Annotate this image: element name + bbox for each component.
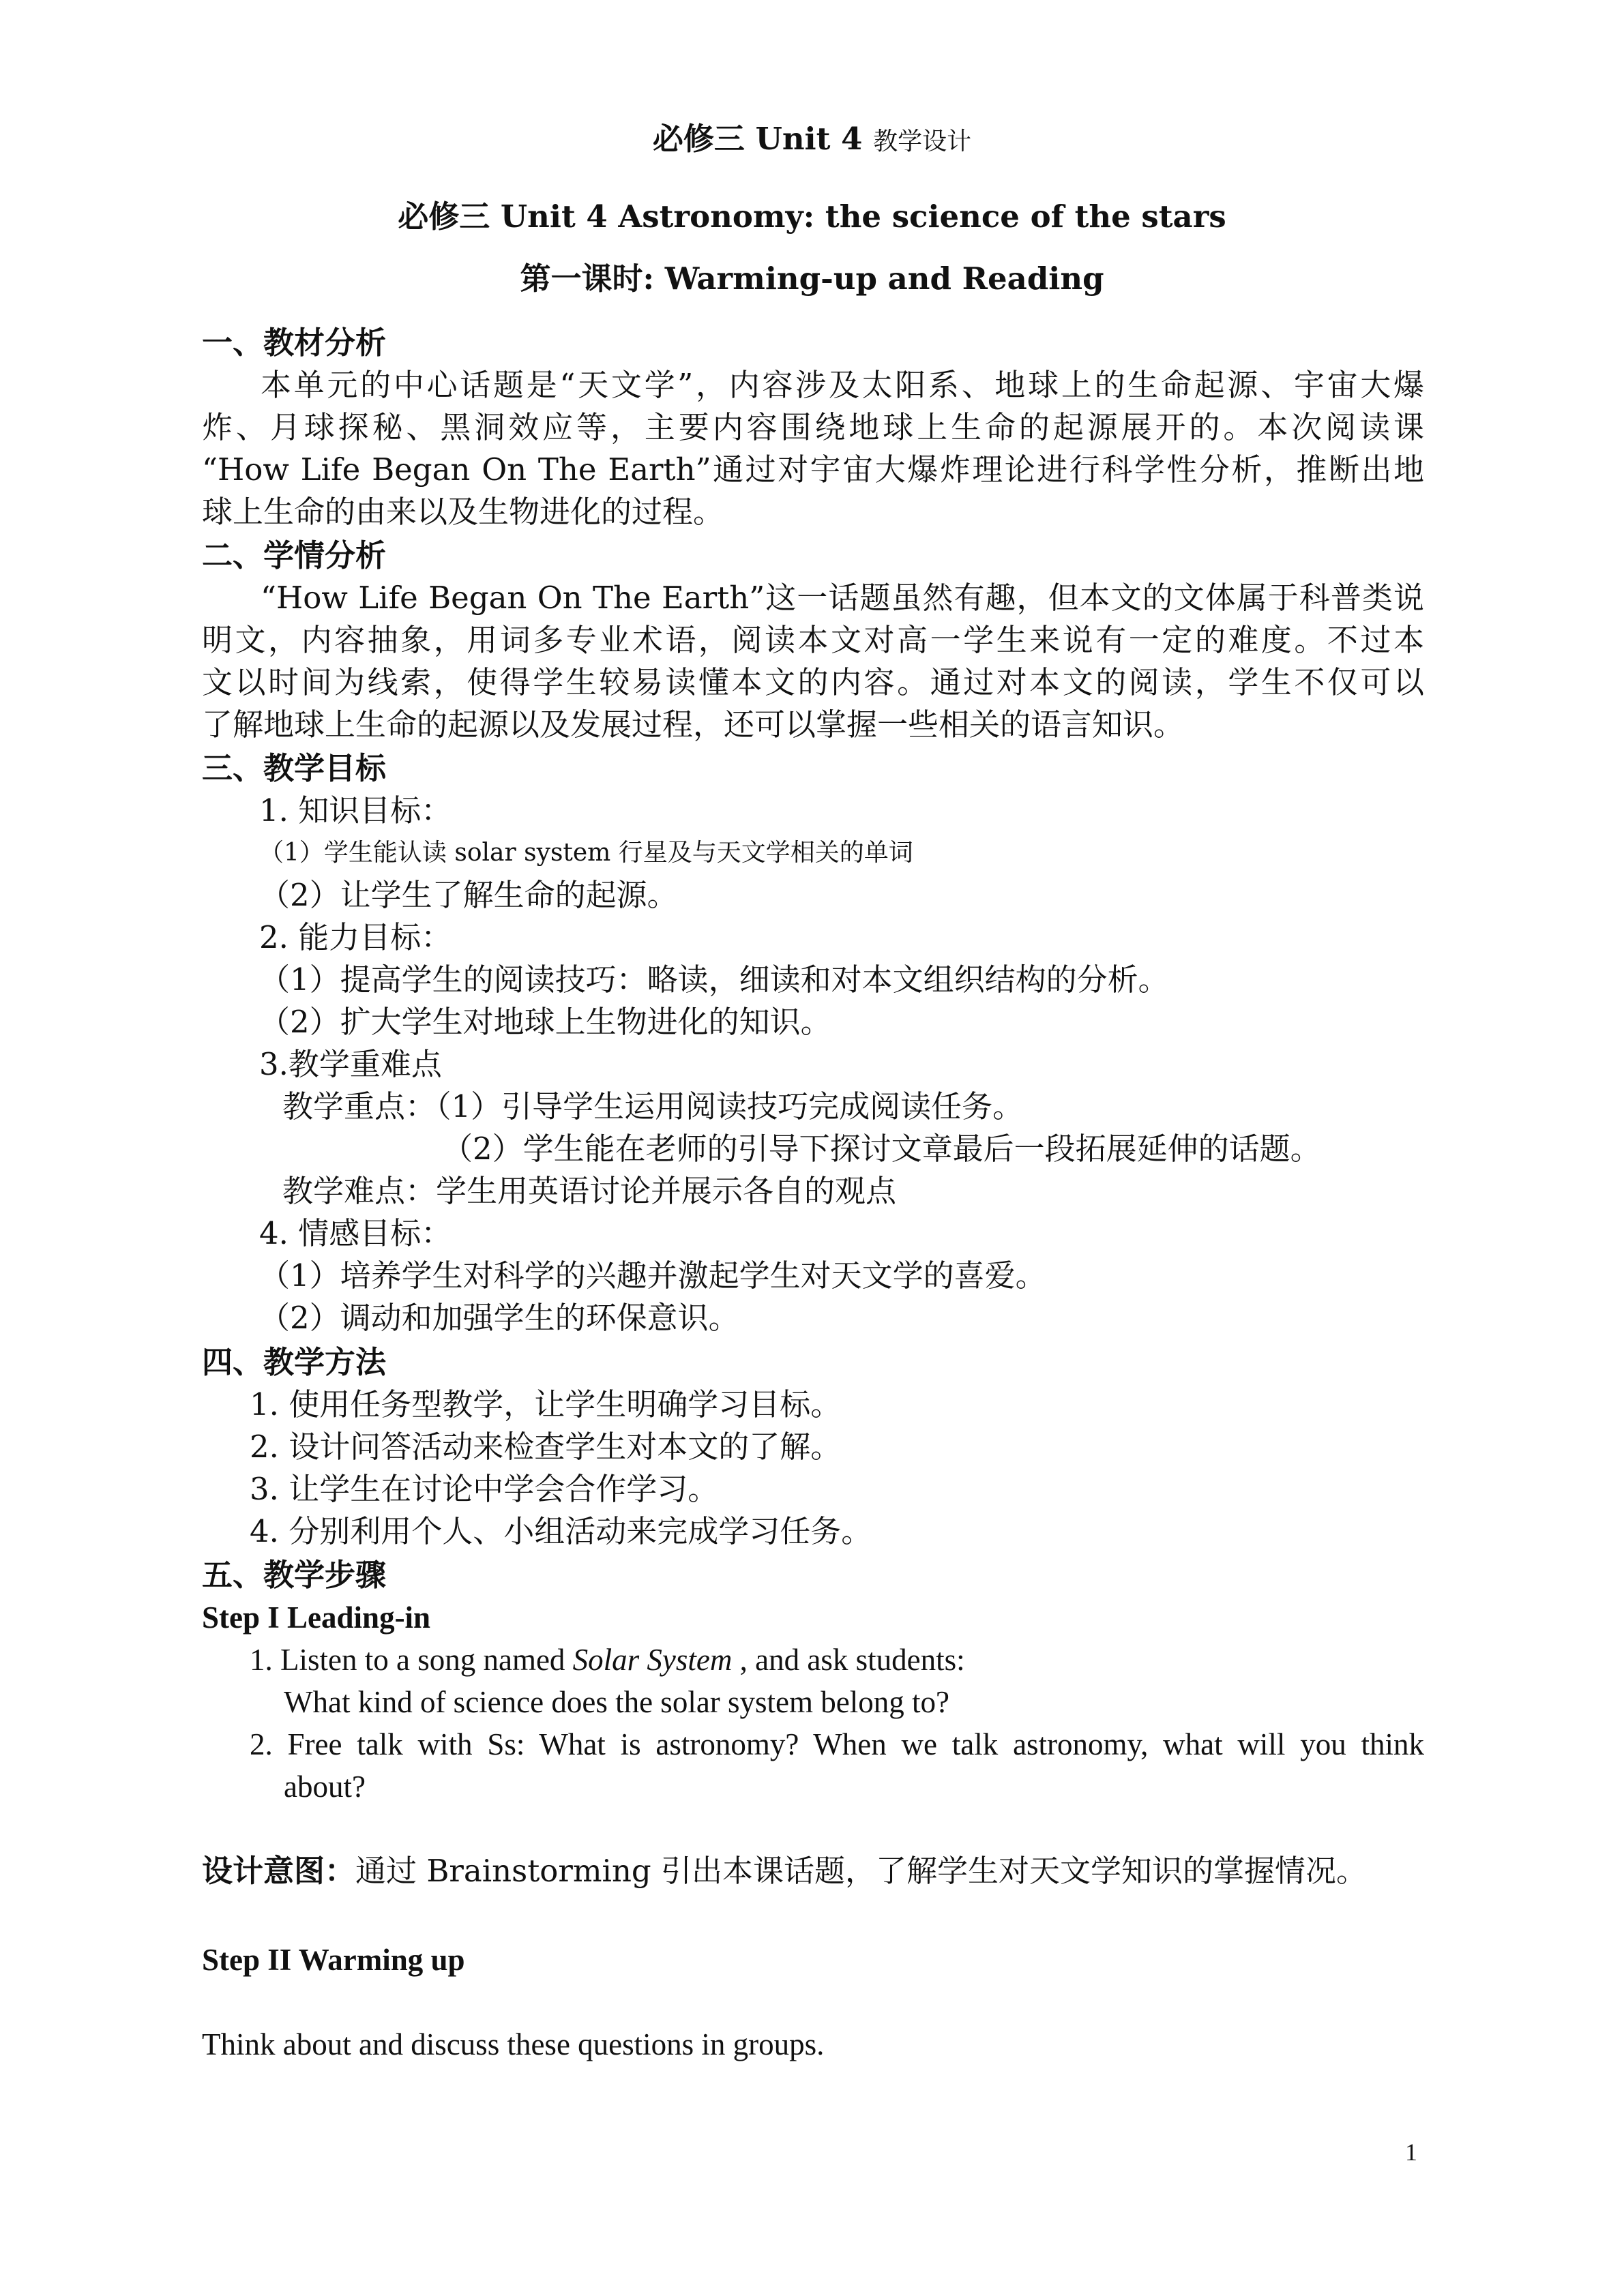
paragraph-line: “How Life Began On The Earth”这一话题虽然有趣，但本文的文体属于科普类说 — [261, 580, 1424, 616]
section-heading-textbook-analysis: 一、教材分析 — [202, 325, 387, 361]
document-title — [0, 120, 1624, 161]
design-intent — [202, 1852, 1367, 1890]
method-item: 4. 分别利用个人、小组活动来完成学习任务。 — [250, 1513, 872, 1549]
step-1-item-1 — [250, 1641, 965, 1679]
section-heading-teaching-methods: 四、教学方法 — [202, 1344, 387, 1380]
step-1-item-1-text: 1. Listen to a song named — [250, 1643, 573, 1677]
paragraph-line: 球上生命的由来以及生物进化的过程。 — [202, 494, 724, 530]
design-intent-label: 设计意图： — [202, 1853, 356, 1889]
step-1-title: Step I Leading-in — [202, 1600, 431, 1635]
objective-item: （2）让学生了解生命的起源。 — [259, 877, 678, 913]
step-1-item-2-cont: about? — [284, 1770, 366, 1804]
document-title-suffix: 教学设计 — [873, 128, 972, 155]
step-2-title: Step II Warming up — [202, 1943, 465, 1977]
step-1-item-1-question: What kind of science does the solar system belong to? — [284, 1685, 949, 1719]
objective-title-focus: 3.教学重难点 — [259, 1046, 442, 1082]
step-2-text: Think about and discuss these questions in groups. — [202, 2027, 825, 2061]
objective-item: （1）学生能认读 solar system 行星及与天文学相关的单词 — [259, 839, 913, 867]
objective-item: （2）调动和加强学生的环保意识。 — [259, 1300, 739, 1336]
unit-title: 必修三 Unit 4 Astronomy: the science of the stars — [398, 198, 1226, 235]
objective-title-ability: 2. 能力目标： — [259, 919, 452, 955]
method-item: 3. 让学生在讨论中学会合作学习。 — [250, 1471, 719, 1507]
objective-item: （2）扩大学生对地球上生物进化的知识。 — [259, 1004, 831, 1040]
paragraph-line: 本单元的中心话题是“天文学”，内容涉及太阳系、地球上的生命起源、宇宙大爆 — [261, 367, 1424, 403]
paragraph-line: “How Life Began On The Earth”通过对宇宙大爆炸理论进行科学性分析，推断出地 — [202, 451, 1424, 488]
song-name: Solar System — [572, 1643, 733, 1677]
page-number: 1 — [1405, 2138, 1417, 2166]
step-1-item-2: 2. Free talk with Ss: What is astronomy? When we talk astronomy, what will you think — [250, 1727, 1424, 1761]
section-heading-learner-analysis: 二、学情分析 — [202, 537, 387, 573]
document-title-main: 必修三 Unit 4 — [652, 121, 863, 157]
paragraph-line: 明文，内容抽象，用词多专业术语，阅读本文对高一学生来说有一定的难度。不过本 — [202, 622, 1424, 658]
objective-title-emotion: 4. 情感目标： — [259, 1215, 452, 1251]
paragraph-line: 文以时间为线索，使得学生较易读懂本文的内容。通过对本文的阅读，学生不仅可以 — [202, 664, 1424, 700]
section-heading-teaching-objectives: 三、教学目标 — [202, 750, 387, 786]
objective-item: 教学重点：（1）引导学生运用阅读技巧完成阅读任务。 — [282, 1088, 1024, 1124]
objective-item: （1）提高学生的阅读技巧：略读，细读和对本文组织结构的分析。 — [259, 961, 1169, 998]
lesson-title: 第一课时: Warming-up and Reading — [520, 260, 1104, 297]
section-heading-teaching-steps: 五、教学步骤 — [202, 1557, 387, 1593]
method-item: 1. 使用任务型教学，让学生明确学习目标。 — [250, 1386, 842, 1422]
objective-item: （2）学生能在老师的引导下探讨文章最后一段拓展延伸的话题。 — [442, 1131, 1321, 1167]
objective-title-knowledge: 1. 知识目标： — [259, 792, 452, 829]
objective-item: 教学难点：学生用英语讨论并展示各自的观点 — [282, 1173, 897, 1209]
paragraph-line: 了解地球上生命的起源以及发展过程，还可以掌握一些相关的语言知识。 — [202, 706, 1185, 743]
paragraph-line: 炸、月球探秘、黑洞效应等，主要内容围绕地球上生命的起源展开的。本次阅读课 — [202, 409, 1424, 445]
step-1-item-1-tail: , and ask students: — [732, 1643, 965, 1677]
method-item: 2. 设计问答活动来检查学生对本文的了解。 — [250, 1429, 842, 1465]
objective-item: （1）培养学生对科学的兴趣并激起学生对天文学的喜爱。 — [259, 1257, 1046, 1294]
design-intent-text: 通过 Brainstorming 引出本课话题，了解学生对天文学知识的掌握情况。 — [355, 1853, 1368, 1889]
